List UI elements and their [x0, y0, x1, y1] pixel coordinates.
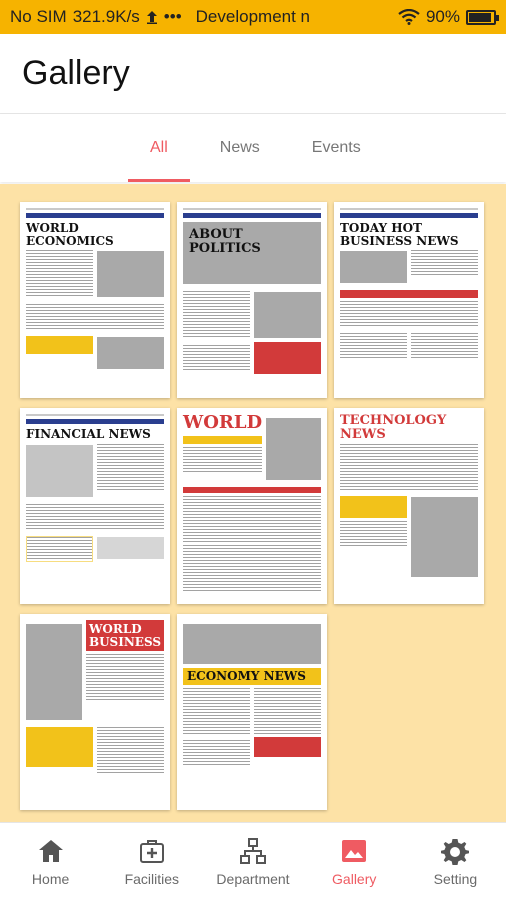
- nav-facilities[interactable]: [101, 823, 202, 900]
- gallery-item[interactable]: [177, 408, 327, 604]
- image-icon: [340, 837, 368, 865]
- text-lines: [183, 545, 321, 591]
- image-column: [26, 620, 82, 724]
- text-column: [26, 247, 93, 301]
- text-column: [411, 247, 478, 287]
- nav-label: Department: [216, 870, 290, 887]
- text-lines: [340, 301, 478, 327]
- masthead-band: [26, 213, 164, 218]
- battery-icon: [466, 10, 496, 25]
- red-rule: [340, 290, 478, 298]
- gallery-grid: [0, 184, 506, 822]
- top-rule: [340, 208, 478, 210]
- text-column: [26, 724, 93, 776]
- content-row: [340, 247, 478, 287]
- top-rule: [26, 208, 164, 210]
- gallery-item[interactable]: [20, 614, 170, 810]
- nav-label: Gallery: [332, 870, 377, 887]
- wifi-icon: [398, 9, 420, 25]
- page-title: Gallery: [22, 54, 130, 92]
- headline-banner: [183, 668, 321, 685]
- newspaper-headline: TECHNOLOGY NEWS: [340, 413, 447, 442]
- text-lines: [183, 291, 250, 337]
- nav-label: Setting: [433, 870, 478, 887]
- gallery-item[interactable]: [177, 614, 327, 810]
- text-column: [183, 685, 250, 737]
- masthead-band: [340, 213, 478, 218]
- content-row: [26, 533, 164, 565]
- city-photo: [411, 497, 478, 577]
- newspaper-headline: WORLD ECONOMICS: [26, 221, 114, 248]
- image-column: [97, 247, 164, 301]
- newspaper-photo: [254, 292, 321, 338]
- red-box: [254, 737, 321, 757]
- masthead-band: [183, 213, 321, 218]
- text-lines: [26, 250, 93, 296]
- tab-events[interactable]: Events: [311, 139, 361, 156]
- city-photo: [26, 624, 82, 720]
- content-row: [26, 620, 164, 724]
- text-lines: [97, 444, 164, 490]
- text-lines: [86, 654, 164, 700]
- highlight-box: [26, 336, 93, 354]
- gallery-item[interactable]: [20, 408, 170, 604]
- text-column: [183, 342, 250, 374]
- text-lines: [26, 304, 164, 330]
- gear-icon: [441, 837, 469, 865]
- newspaper-headline: WORLD: [183, 412, 263, 433]
- home-icon: [37, 837, 65, 865]
- newspaper-headline: ECONOMY NEWS: [187, 669, 306, 683]
- newspaper-headline: TODAY HOT BUSINESS NEWS: [340, 221, 459, 248]
- text-lines: [340, 333, 407, 359]
- text-lines: [26, 504, 164, 530]
- nav-label: Home: [31, 870, 70, 887]
- text-column: [183, 288, 250, 342]
- content-row: [26, 247, 164, 301]
- text-column: [340, 330, 407, 362]
- top10-label: [340, 496, 407, 518]
- newspaper-photo: [97, 251, 164, 297]
- bottom-navigation: [0, 822, 506, 900]
- content-row: [340, 330, 478, 362]
- gallery-tabs: [0, 114, 506, 182]
- text-column: [86, 620, 164, 724]
- top-rule: [26, 414, 164, 416]
- more-dots: •••: [163, 7, 182, 26]
- text-lines: [97, 727, 164, 773]
- text-lines: [183, 740, 250, 766]
- red-column: [254, 737, 321, 769]
- nav-home[interactable]: [0, 823, 101, 900]
- chart-graphic: [26, 445, 93, 497]
- medkit-icon: [138, 837, 166, 865]
- line-chart-graphic: [97, 537, 164, 559]
- text-lines: [340, 444, 478, 490]
- content-row: [26, 724, 164, 776]
- text-lines: [183, 345, 250, 371]
- content-row: [183, 342, 321, 374]
- text-column: [254, 685, 321, 737]
- text-lines: [183, 447, 262, 473]
- battery-fill: [469, 13, 491, 22]
- text-column: [411, 330, 478, 362]
- city-photo: [266, 418, 321, 480]
- gallery-item[interactable]: [20, 202, 170, 398]
- text-column: [26, 333, 93, 373]
- tab-all[interactable]: All: [128, 114, 190, 182]
- newspaper-headline: ABOUT POLITICS: [189, 227, 261, 256]
- text-lines: [183, 688, 250, 734]
- network-speed: 321.9K/s: [72, 7, 140, 26]
- content-row: [340, 493, 478, 581]
- carrier-text: No SIM: [10, 7, 67, 26]
- text-column: [97, 724, 164, 776]
- tab-news[interactable]: News: [219, 139, 260, 156]
- content-row: [183, 414, 321, 484]
- gallery-item[interactable]: [334, 408, 484, 604]
- image-column: [97, 533, 164, 565]
- image-column: [97, 333, 164, 373]
- text-lines: [340, 521, 407, 547]
- status-bar: [0, 0, 506, 34]
- highlight-box: [26, 727, 93, 767]
- gallery-item[interactable]: [177, 202, 327, 398]
- text-lines: [254, 688, 321, 734]
- newspaper-photo: [183, 222, 321, 284]
- app-name: Development n: [195, 7, 310, 26]
- sitemap-icon: [239, 837, 267, 865]
- nav-label: Facilities: [124, 870, 180, 887]
- newspaper-photo: [97, 337, 164, 369]
- content-row: [26, 333, 164, 373]
- content-row: [183, 737, 321, 769]
- app-header: [0, 34, 506, 114]
- newspaper-photo: [340, 251, 407, 283]
- highlight-bar: [183, 436, 262, 444]
- text-column: [183, 414, 262, 484]
- text-column: [97, 441, 164, 501]
- nav-department[interactable]: [202, 823, 303, 900]
- red-rule: [183, 487, 321, 493]
- image-column: [340, 247, 407, 287]
- content-row: [183, 288, 321, 342]
- image-column: [26, 441, 93, 501]
- nav-setting[interactable]: [405, 823, 506, 900]
- text-lines: [411, 250, 478, 276]
- text-lines: [411, 333, 478, 359]
- text-column: [183, 737, 250, 769]
- text-column: [26, 533, 93, 565]
- text-lines: [183, 496, 321, 542]
- battery-percent: 90%: [425, 7, 460, 26]
- gallery-item[interactable]: [334, 202, 484, 398]
- image-column: [254, 288, 321, 342]
- red-box: [254, 342, 321, 374]
- image-column: [411, 493, 478, 581]
- image-column: [266, 414, 321, 484]
- newspaper-headline: WORLD BUSINESS: [88, 622, 162, 649]
- nav-gallery[interactable]: [304, 823, 405, 900]
- city-photo: [183, 624, 321, 664]
- content-row: [26, 441, 164, 501]
- newspaper-headline: FINANCIAL NEWS: [26, 427, 151, 441]
- text-lines: [26, 536, 93, 562]
- red-column: [254, 342, 321, 374]
- top-rule: [183, 208, 321, 210]
- upload-arrow-icon: [146, 10, 158, 24]
- text-column: [340, 493, 407, 581]
- red-box: [86, 620, 164, 651]
- content-row: [183, 685, 321, 737]
- masthead-band: [26, 419, 164, 424]
